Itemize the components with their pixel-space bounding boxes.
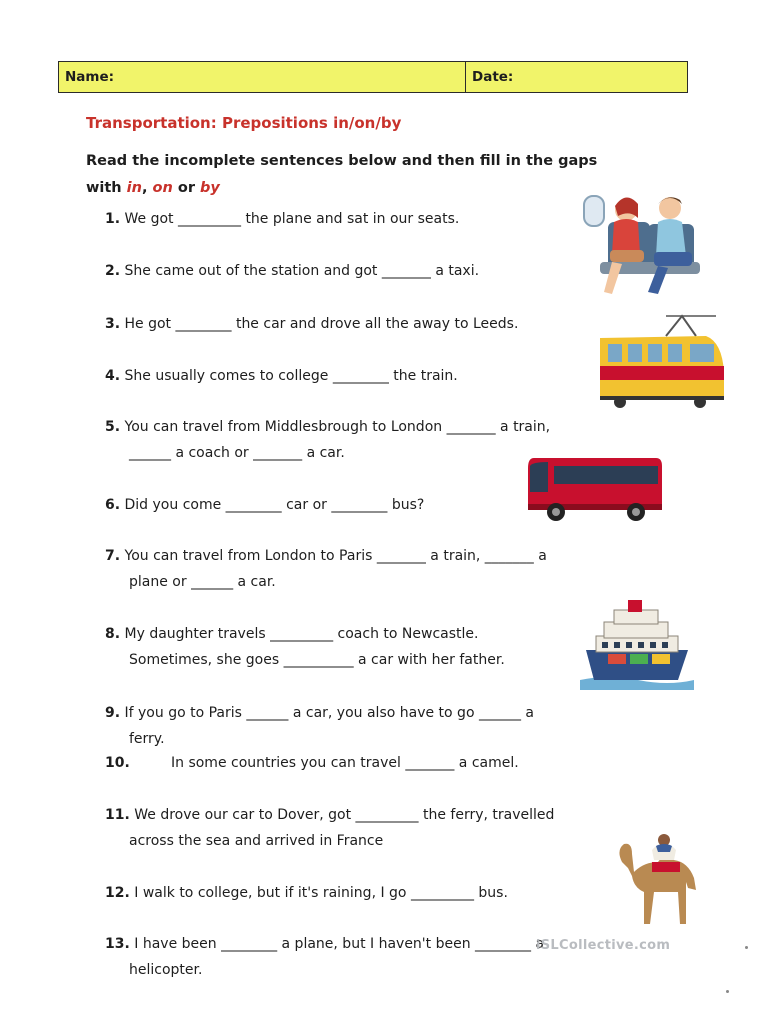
watermark: iSLCollective.com — [536, 938, 671, 953]
question-13 — [105, 931, 544, 983]
name-date-header — [58, 61, 688, 93]
corner-speck — [726, 990, 729, 993]
question-text: If you go to Paris ______ a car, you also have to go ______ a — [124, 705, 534, 721]
question-number: 2. — [105, 263, 121, 279]
name-label: Name: — [59, 62, 466, 92]
question-number: 7. — [105, 548, 121, 564]
instructions-or: or — [172, 180, 201, 196]
question-number: 4. — [105, 368, 121, 384]
word-in: in — [126, 180, 142, 196]
question-text-continued: ferry. — [129, 731, 165, 747]
question-text: I have been ________ a plane, but I haven't been ________ a — [134, 936, 545, 952]
question-text: I walk to college, but if it's raining, I go _________ bus. — [134, 885, 508, 901]
question-11 — [105, 802, 554, 854]
question-text-continued: helicopter. — [129, 962, 203, 978]
question-text: Did you come ________ car or ________ bus? — [124, 497, 425, 513]
question-text: In some countries you can travel _______ a camel. — [171, 755, 519, 771]
question-text-continued: ______ a coach or _______ a car. — [129, 445, 345, 461]
instructions-comma: , — [141, 180, 153, 196]
question-text: She usually comes to college ________ the train. — [124, 368, 458, 384]
question-text-continued: plane or ______ a car. — [129, 574, 276, 590]
question-text: You can travel from Middlesbrough to London _______ a train, — [124, 419, 551, 435]
instructions-with: with — [86, 180, 127, 196]
camel-picture — [608, 832, 708, 928]
ferry-picture — [578, 596, 696, 690]
question-9 — [105, 700, 534, 752]
question-number: 12. — [105, 885, 130, 901]
question-number: 10. — [105, 755, 130, 771]
question-number: 3. — [105, 316, 121, 332]
corner-speck — [745, 946, 748, 949]
question-text: She came out of the station and got _______ a taxi. — [124, 263, 480, 279]
question-7 — [105, 543, 547, 595]
question-3 — [105, 311, 518, 337]
question-1 — [105, 206, 459, 232]
question-text-continued: Sometimes, she goes __________ a car with her father. — [129, 652, 505, 668]
question-text: My daughter travels _________ coach to Newcastle. — [124, 626, 479, 642]
date-label: Date: — [472, 69, 514, 85]
question-number: 5. — [105, 419, 121, 435]
question-text: We drove our car to Dover, got _________ the ferry, travelled — [134, 807, 555, 823]
airplane-passengers-picture — [578, 188, 710, 300]
question-10 — [105, 750, 519, 776]
question-6 — [105, 492, 424, 518]
question-text: We got _________ the plane and sat in our seats. — [124, 211, 460, 227]
question-text: You can travel from London to Paris _______ a train, _______ a — [124, 548, 547, 564]
train-picture — [596, 312, 728, 410]
question-4 — [105, 363, 458, 389]
question-text: He got ________ the car and drove all the away to Leeds. — [124, 316, 519, 332]
question-12 — [105, 880, 508, 906]
question-text-continued: across the sea and arrived in France — [129, 833, 384, 849]
word-on: on — [152, 180, 173, 196]
question-number: 6. — [105, 497, 121, 513]
question-5 — [105, 414, 550, 466]
question-number: 9. — [105, 705, 121, 721]
question-8 — [105, 621, 505, 673]
question-number: 8. — [105, 626, 121, 642]
question-2 — [105, 258, 479, 284]
instructions-line-1: Read the incomplete sentences below and then fill in the gaps — [86, 153, 598, 169]
question-number: 11. — [105, 807, 130, 823]
worksheet-title: Transportation: Prepositions in/on/by — [86, 114, 402, 132]
question-number: 13. — [105, 936, 130, 952]
question-number: 1. — [105, 211, 121, 227]
word-by: by — [200, 180, 220, 196]
bus-picture — [524, 452, 664, 526]
